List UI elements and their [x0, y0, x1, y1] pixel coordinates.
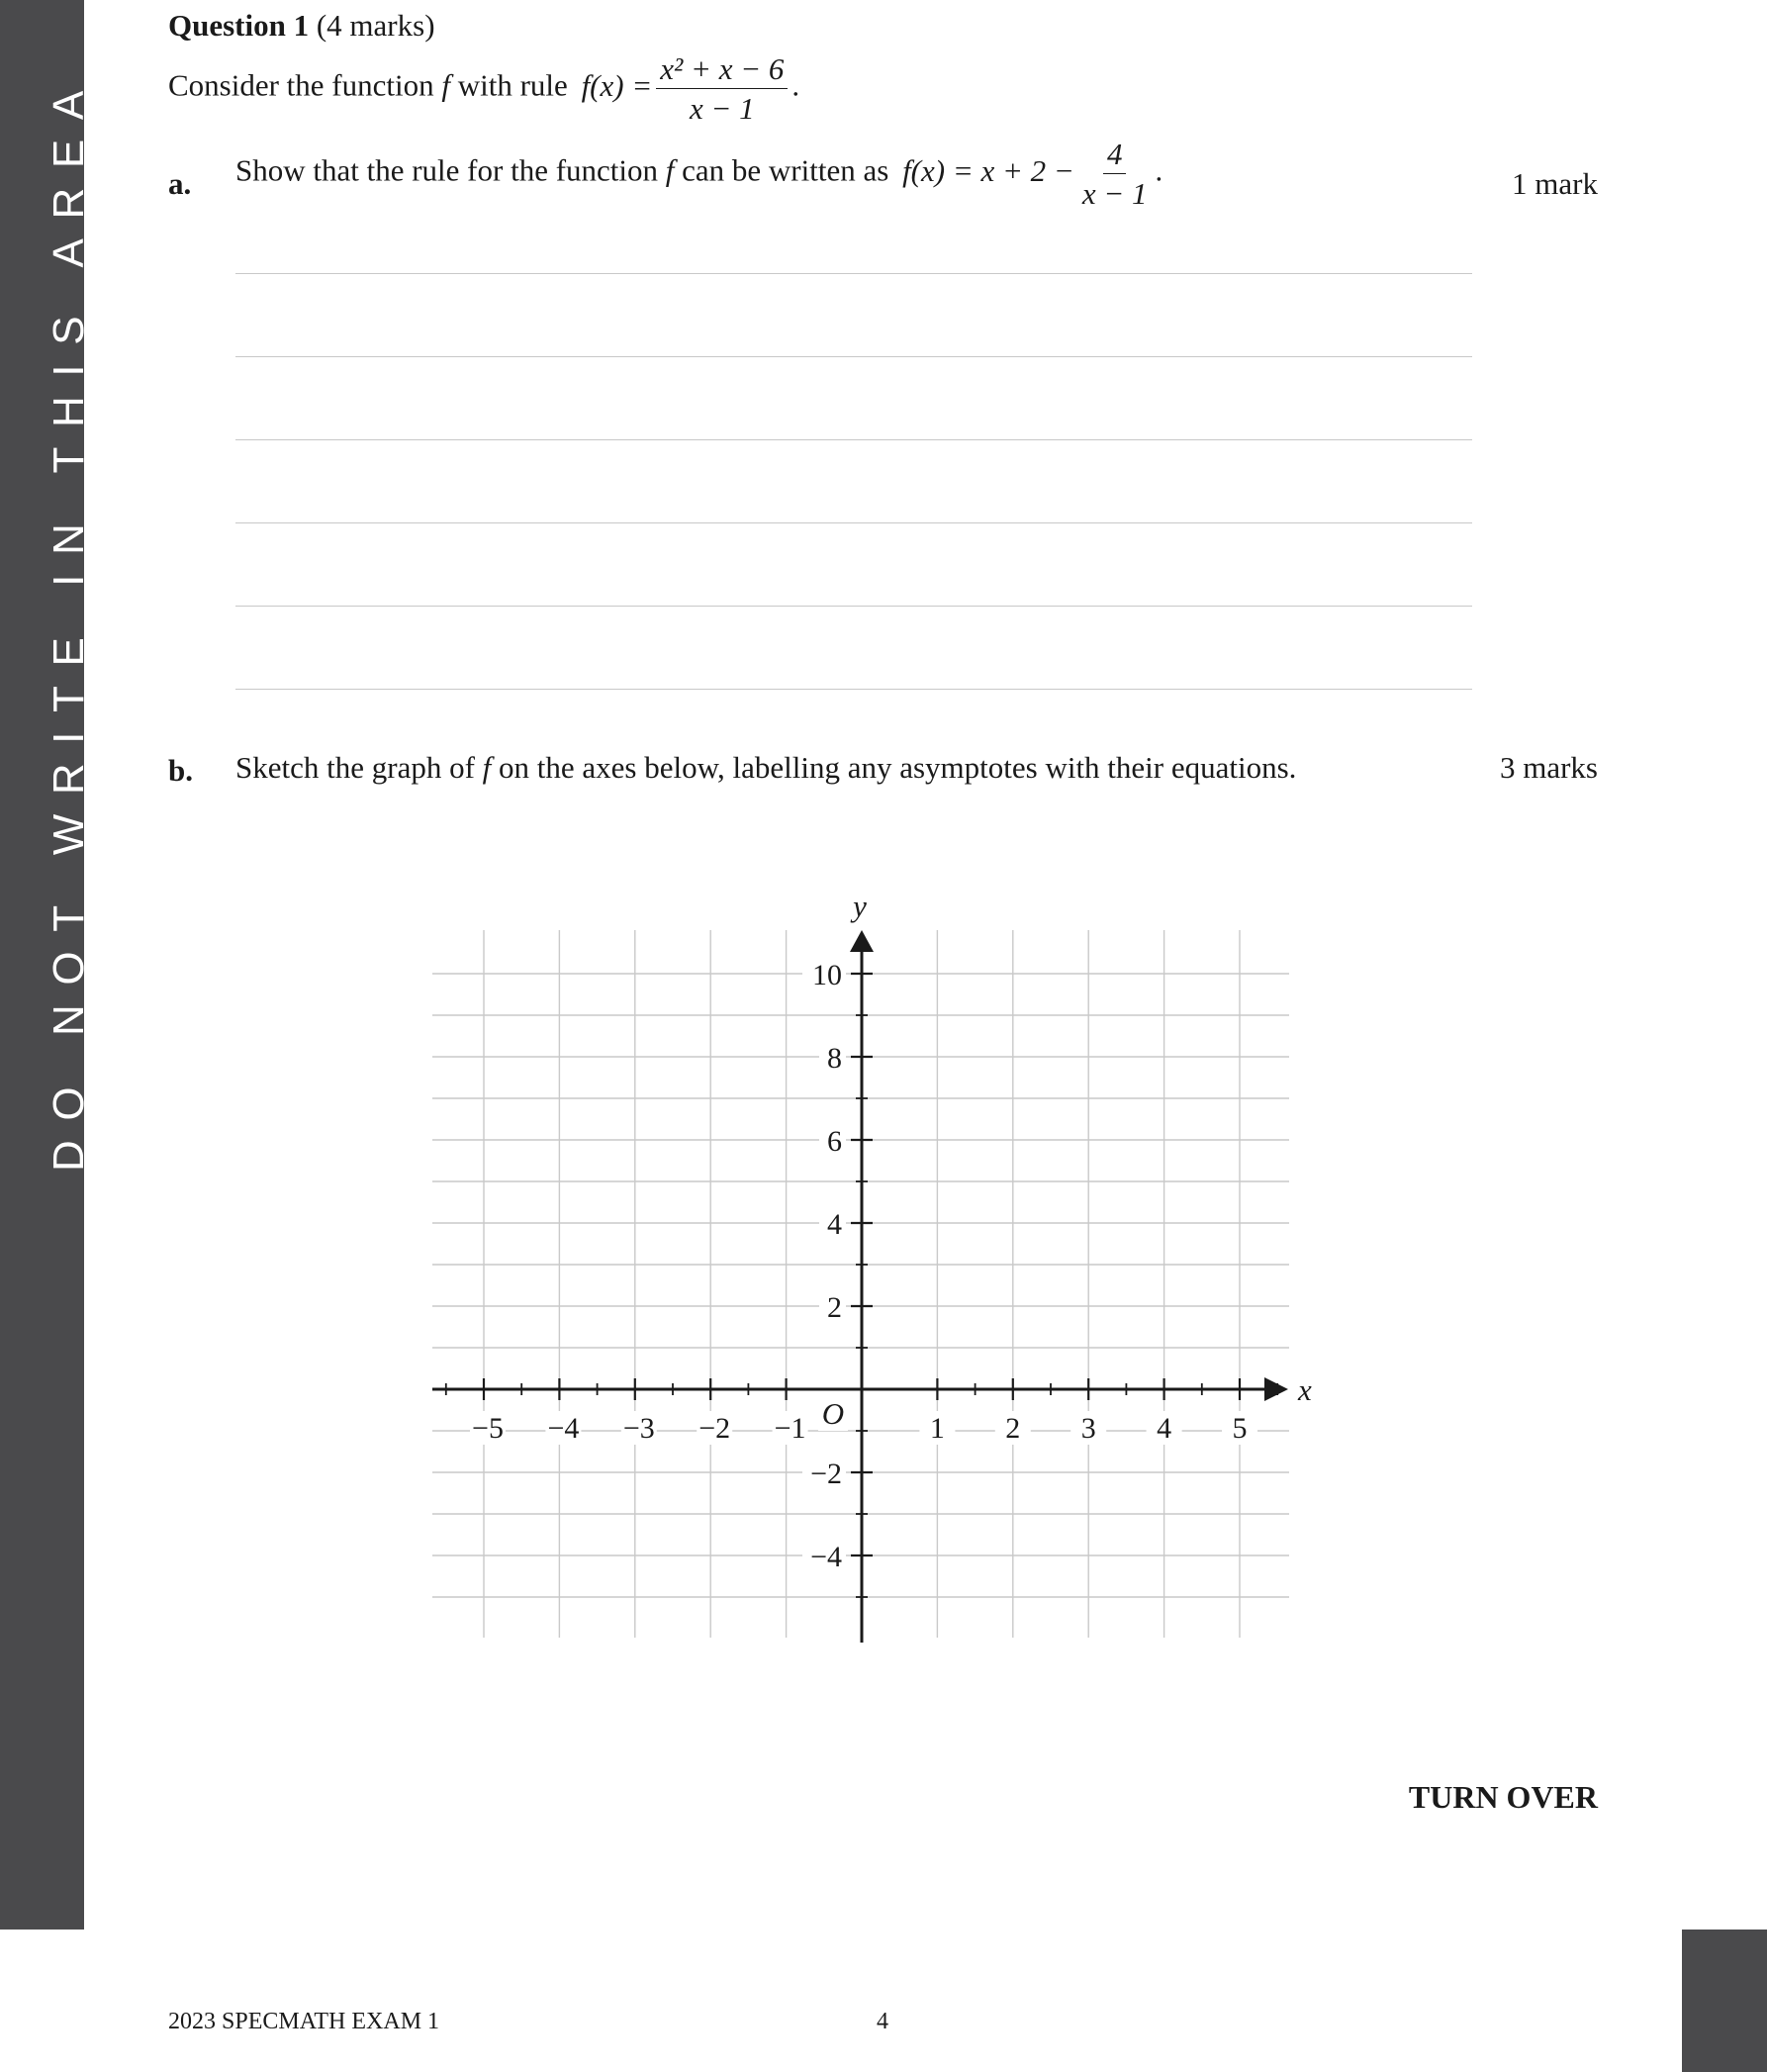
x-tick-label: 1: [929, 1412, 945, 1445]
do-not-write-notice: DO NOT WRITE IN THIS AREA: [45, 71, 93, 1172]
part-a-numerator: 4: [1103, 139, 1127, 174]
x-tick-label: 5: [1232, 1412, 1248, 1445]
x-tick-label: −2: [698, 1412, 731, 1445]
part-a-label: a.: [168, 166, 192, 201]
x-tick-label: 4: [1157, 1412, 1172, 1445]
x-tick-label: −5: [472, 1412, 504, 1445]
rule-denominator: x − 1: [689, 91, 755, 126]
page-number: 4: [877, 2009, 888, 2034]
x-axis-label: x: [1298, 1372, 1312, 1407]
y-tick-label: 2: [827, 1291, 842, 1324]
y-axis-arrow: [850, 930, 874, 952]
intro-fn: f: [441, 67, 450, 103]
x-tick-label: 3: [1080, 1412, 1096, 1445]
y-tick-label: 8: [827, 1042, 842, 1075]
rule-lhs: f(x) =: [581, 67, 653, 103]
intro-middle: with rule: [457, 67, 568, 103]
x-axis-arrow: [1264, 1377, 1288, 1401]
question-marks: (4 marks): [316, 8, 435, 43]
question-number: Question 1: [168, 8, 310, 43]
y-tick-label: 6: [827, 1125, 842, 1158]
rule-numerator: x² + x − 6: [656, 53, 788, 89]
part-b-marks: 3 marks: [1499, 750, 1598, 785]
part-a-expr-lhs: f(x) = x + 2 −: [902, 152, 1074, 188]
part-a-marks: 1 mark: [1512, 166, 1598, 201]
x-tick-label: −4: [547, 1412, 580, 1445]
part-b-fn: f: [482, 750, 492, 785]
origin-label: O: [821, 1396, 845, 1431]
part-a-expr-end: .: [1155, 152, 1163, 188]
part-b-label: b.: [168, 753, 193, 788]
y-tick-label: 4: [827, 1208, 842, 1241]
y-tick-label: 10: [812, 959, 842, 991]
part-a-middle: can be written as: [682, 152, 889, 188]
x-tick-label: −3: [622, 1412, 655, 1445]
turn-over-label: TURN OVER: [1408, 1779, 1598, 1815]
part-b-prefix: Sketch the graph of: [235, 750, 475, 785]
y-tick-label: −4: [810, 1541, 842, 1573]
part-a-denominator: x − 1: [1081, 176, 1148, 211]
part-b-suffix: on the axes below, labelling any asymptotes with their equations.: [499, 750, 1297, 785]
x-tick-label: 2: [1005, 1412, 1021, 1445]
intro-prefix: Consider the function: [168, 67, 434, 103]
part-a-fn: f: [665, 152, 675, 188]
exam-name: 2023 SPECMATH EXAM 1: [168, 2009, 440, 2034]
y-tick-label: −2: [810, 1458, 842, 1490]
rule-end: .: [791, 67, 800, 103]
x-tick-label: −1: [774, 1412, 806, 1445]
part-a-prefix: Show that the rule for the function: [235, 152, 659, 188]
y-axis-label: y: [853, 889, 867, 923]
